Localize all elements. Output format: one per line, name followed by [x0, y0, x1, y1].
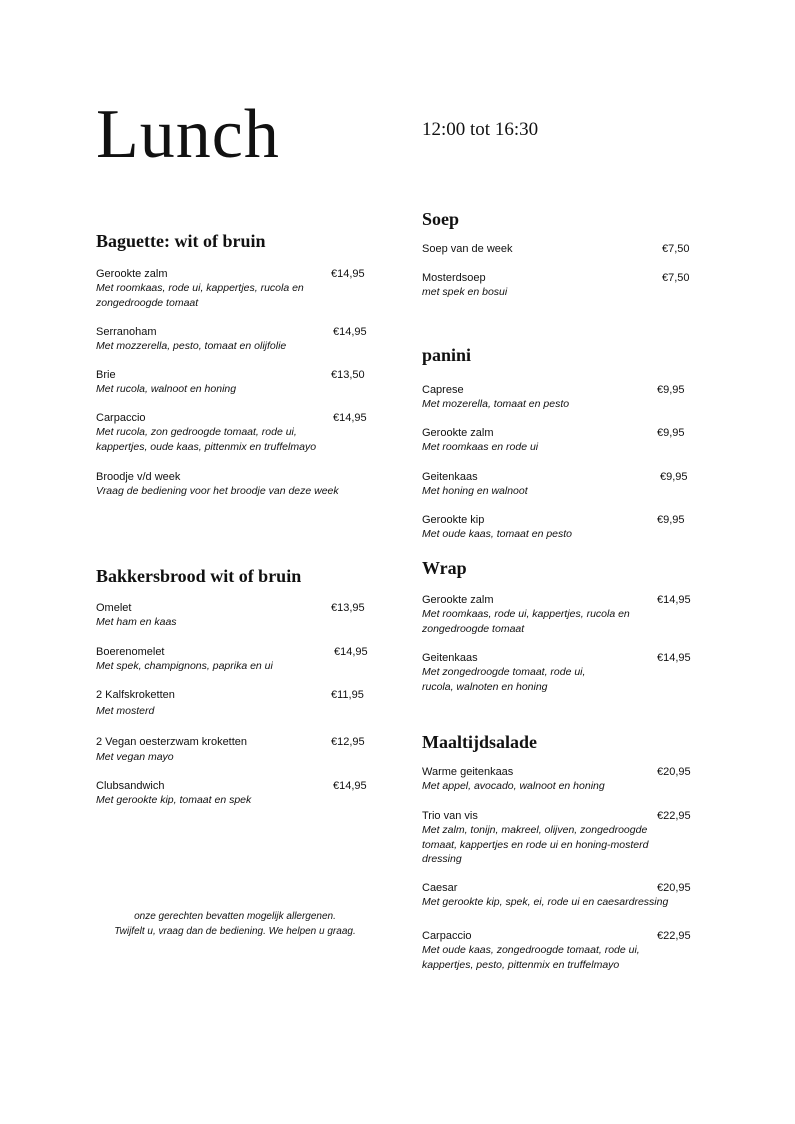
menu-item	[96, 688, 371, 719]
menu-item	[422, 651, 691, 694]
item-price: €14,95	[333, 412, 367, 424]
item-name: Carpaccio	[422, 930, 472, 942]
item-description: met spek en bosui	[422, 286, 508, 298]
menu-item	[96, 645, 371, 674]
item-price: €13,95	[331, 602, 365, 614]
item-price: €14,95	[334, 646, 368, 658]
item-description: Met gerookte kip, spek, ei, rode ui en caesardressing	[422, 896, 669, 908]
item-name: Geitenkaas	[422, 652, 478, 664]
item-description: Met ham en kaas	[96, 616, 177, 628]
allergen-notice	[96, 909, 374, 939]
item-name: Boerenomelet	[96, 646, 165, 658]
item-name: Trio van vis	[422, 810, 478, 822]
menu-item	[422, 593, 691, 636]
menu-item	[422, 809, 691, 867]
item-name: 2 Vegan oesterzwam kroketten	[96, 736, 248, 748]
item-name: Omelet	[96, 602, 132, 614]
section-title-maaltijdsalade: Maaltijdsalade	[422, 732, 537, 752]
item-name: Carpaccio	[96, 412, 146, 424]
item-price: €13,50	[331, 369, 365, 381]
item-description: Met gerookte kip, tomaat en spek	[96, 794, 252, 806]
item-price: €7,50	[662, 243, 690, 255]
opening-hours: 12:00 tot 16:30	[422, 119, 539, 140]
menu-item	[96, 267, 371, 310]
menu-item	[422, 383, 697, 412]
item-price: €9,95	[657, 514, 685, 526]
menu-item	[422, 271, 697, 300]
item-price: €7,50	[662, 272, 690, 284]
item-name: Broodje v/d week	[96, 471, 181, 483]
item-price: €14,95	[657, 594, 691, 606]
item-description: Met oude kaas, zongedroogde tomaat, rode ui, kappertjes, pesto, pittenmix en truffelmayo	[422, 944, 640, 971]
item-price: €9,95	[660, 471, 688, 483]
menu-item	[422, 470, 697, 499]
section-title-panini: panini	[422, 345, 472, 365]
item-description: Met honing en walnoot	[422, 485, 528, 497]
item-price: €14,95	[333, 780, 367, 792]
menu-item	[96, 368, 371, 397]
allergen-notice-line: Twijfelt u, vraag dan de bediening. We helpen u graag.	[114, 926, 356, 937]
menu-item	[96, 601, 371, 630]
item-description: Met zalm, tonijn, makreel, olijven, zongedroogde tomaat, kappertjes en rode ui en honing-mosterd dressing	[422, 824, 649, 865]
item-name: Mosterdsoep	[422, 272, 486, 284]
menu-item	[422, 929, 691, 972]
item-name: Gerookte zalm	[422, 427, 494, 439]
page-title: Lunch	[96, 96, 280, 173]
allergen-notice-line: onze gerechten bevatten mogelijk allergenen.	[134, 911, 336, 922]
item-price: €14,95	[333, 326, 367, 338]
item-description: Met vegan mayo	[96, 751, 174, 763]
item-price: €11,95	[331, 689, 364, 701]
item-name: Brie	[96, 369, 116, 381]
item-description: Met oude kaas, tomaat en pesto	[422, 528, 573, 540]
item-name: Geitenkaas	[422, 471, 478, 483]
item-description: Met roomkaas en rode ui	[422, 441, 539, 453]
item-description: Met rucola, walnoot en honing	[96, 383, 237, 395]
item-price: €14,95	[331, 268, 365, 280]
item-price: €12,95	[331, 736, 365, 748]
menu-item	[96, 735, 371, 765]
menu-item	[96, 779, 371, 808]
menu-item	[422, 881, 697, 910]
item-description: Met zongedroogde tomaat, rode ui, rucola, walnoten en honing	[422, 666, 586, 693]
menu-item	[422, 765, 697, 794]
section-title-soep: Soep	[422, 209, 460, 229]
menu-item	[422, 426, 697, 455]
section-title-wrap: Wrap	[422, 558, 467, 578]
menu-item	[96, 411, 367, 454]
item-name: Gerookte zalm	[422, 594, 494, 606]
menu-item	[96, 470, 361, 499]
section-title-bakkersbrood: Bakkersbrood wit of bruin	[96, 566, 302, 586]
item-description: Vraag de bediening voor het broodje van deze week	[96, 485, 339, 497]
item-price: €22,95	[657, 930, 691, 942]
section-title-baguette: Baguette: wit of bruin	[96, 231, 266, 251]
item-price: €20,95	[657, 766, 691, 778]
item-price: €9,95	[657, 384, 685, 396]
item-description: Met roomkaas, rode ui, kappertjes, rucola en zongedroogde tomaat	[96, 282, 304, 309]
item-name: Soep van de week	[422, 243, 513, 255]
item-description: Met mozzerella, pesto, tomaat en olijfolie	[96, 340, 287, 352]
menu-item	[422, 513, 697, 542]
item-description: Met roomkaas, rode ui, kappertjes, rucola en zongedroogde tomaat	[422, 608, 630, 635]
item-price: €14,95	[657, 652, 691, 664]
item-description: Met rucola, zon gedroogde tomaat, rode ui, kappertjes, oude kaas, pittenmix en truffelmayo	[96, 426, 317, 453]
item-description: Met mosterd	[96, 705, 155, 717]
item-name: Caesar	[422, 882, 458, 894]
item-description: Met appel, avocado, walnoot en honing	[422, 780, 605, 792]
item-price: €22,95	[657, 810, 691, 822]
item-price: €9,95	[657, 427, 685, 439]
item-name: 2 Kalfskroketten	[96, 689, 175, 701]
menu-item	[96, 325, 371, 354]
item-description: Met mozerella, tomaat en pesto	[422, 398, 570, 410]
menu-item	[422, 242, 697, 256]
item-name: Caprese	[422, 384, 464, 396]
item-name: Clubsandwich	[96, 780, 165, 792]
item-description: Met spek, champignons, paprika en ui	[96, 660, 273, 672]
item-name: Warme geitenkaas	[422, 766, 514, 778]
item-name: Gerookte zalm	[96, 268, 168, 280]
item-name: Serranoham	[96, 326, 157, 338]
item-price: €20,95	[657, 882, 691, 894]
item-name: Gerookte kip	[422, 514, 485, 526]
